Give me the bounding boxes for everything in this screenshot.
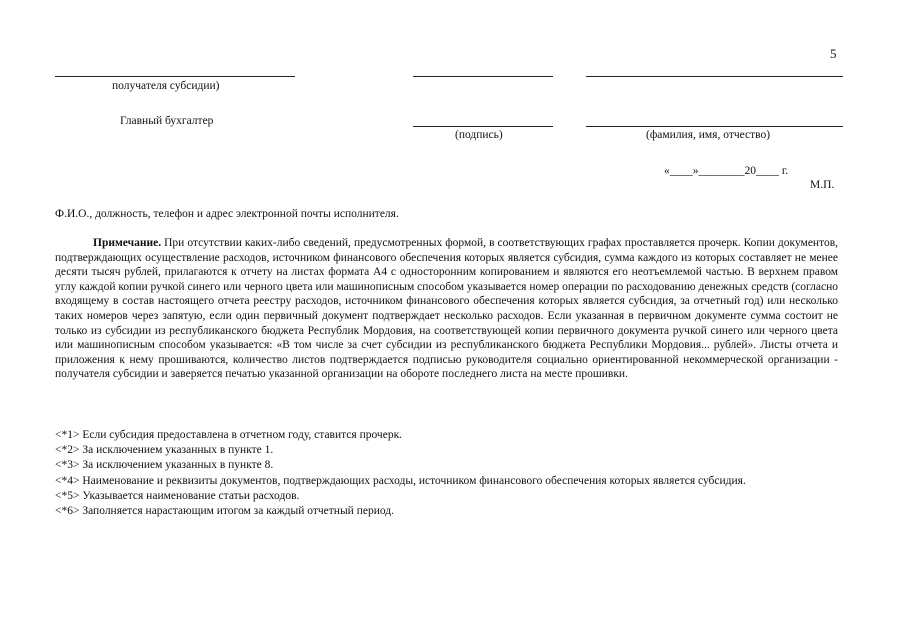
note-body: При отсутствии каких-либо сведений, предусмотренных формой, в соответствующих графах проставляется прочерк. Копии документов, подтверждающих осуществление расходов, источником финансового обеспечения которых является субсидия, сумма каждого из которых составляет не менее десяти тысяч рублей, прилагаются к отчету на листах формата А4 с односторонним копированием и являются его неотъемлемой частью. В верхнем правом углу каждой копии ручкой синего или черного цвета или машинописным способом указывается номер операции по расходованию денежных средств (согласно входящему в состав настоящего отчета реестру расходов, источником финансового обеспечения которых является субсидия, за отчетный год) или несколько таких номеров через запятую, если один первичный документ подтверждает несколько расходов. Если указанная в первичном документе сумма состоит не только из субсидии из республиканского бюджета Республик Мордовия, на соответствующей копии первичного документа ручкой синего или черного цвета или машинописным способом указывается: «В том числе за счет субсидии из республиканского бюджета Республики Мордовия... рублей». Листы отчета и приложения к нему прошиваются, количество листов подтверждается подписью руководителя социально ориентированной некоммерческой организации - получателя субсидии и заверяется печатью указанной организации на обороте последнего листа на месте прошивки. [55,237,839,381]
fio-caption: (фамилия, имя, отчество) [646,129,771,141]
footnotes-list [55,428,746,519]
executor-line: Ф.И.О., должность, телефон и адрес электронной почты исполнителя. [55,208,399,220]
signature-caption: (подпись) [455,129,503,141]
recipient-label: получателя субсидии) [112,80,220,92]
signature-line-left [55,76,295,77]
chief-accountant-label: Главный бухгалтер [120,115,214,127]
footnote-2: <*2> За исключением указанных в пункте 1. [55,444,274,457]
signature-line-right [586,76,843,77]
signature-line-middle [413,76,553,77]
accountant-fio-line [586,126,843,127]
footnote-4: <*4> Наименование и реквизиты документов, подтверждающих расходы, источником финансового обеспечения которых является субсидия. [55,474,746,487]
accountant-signature-line [413,126,553,127]
note-paragraph [55,236,838,382]
footnote-1: <*1> Если субсидия предоставлена в отчетном году, ставится прочерк. [55,429,403,441]
footnote-6: <*6> Заполняется нарастающим итогом за каждый отчетный период. [55,505,395,518]
note-heading: Примечание. [93,237,162,249]
page-number: 5 [830,46,837,61]
footnote-3: <*3> За исключением указанных в пункте 8. [55,459,274,472]
footnote-5: <*5> Указывается наименование статьи расходов. [55,489,300,502]
stamp-label: М.П. [810,179,835,191]
date-line: «____»________20____ г. [664,165,789,177]
